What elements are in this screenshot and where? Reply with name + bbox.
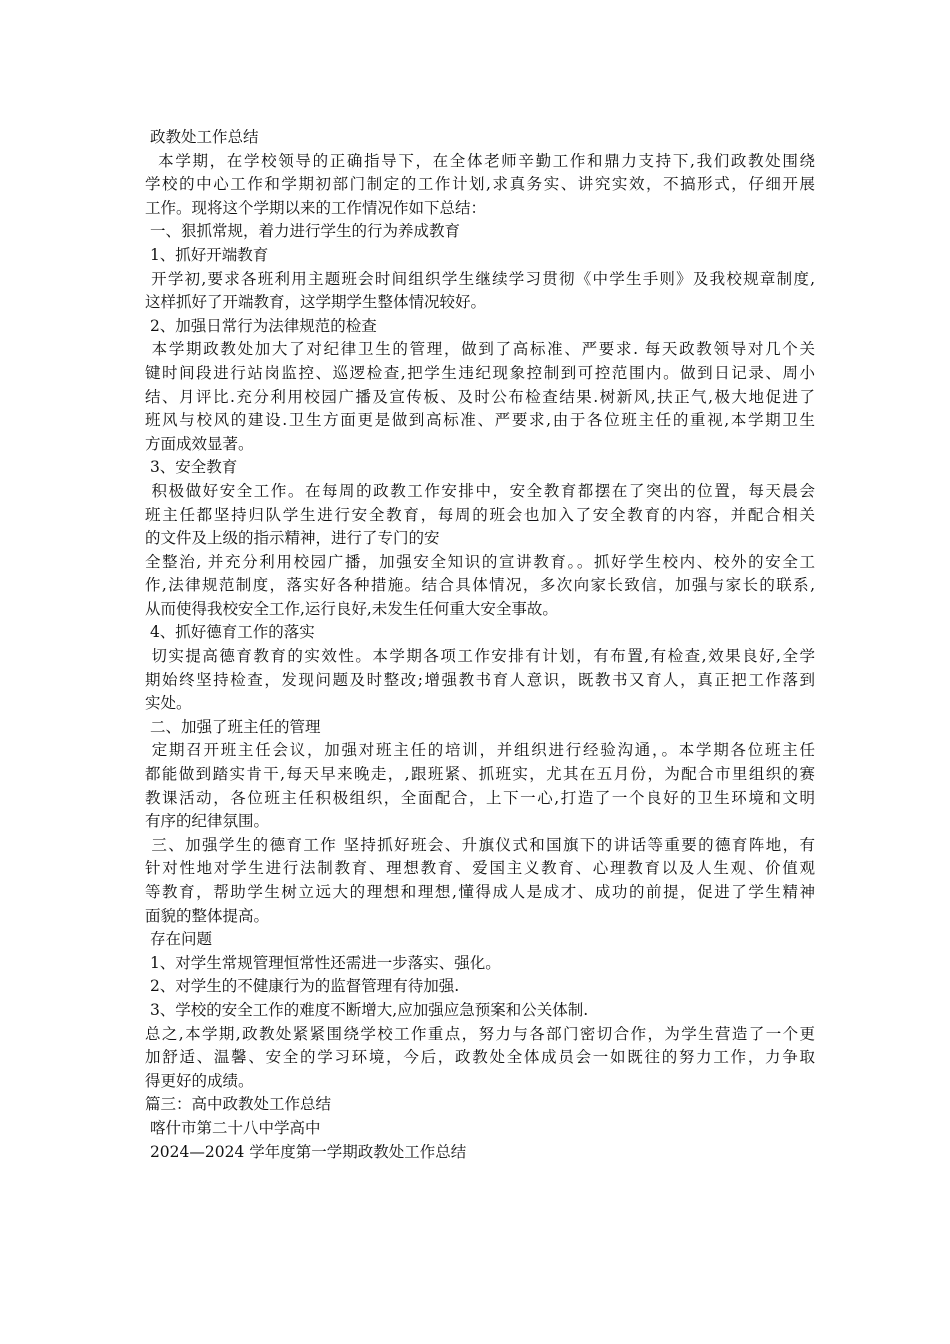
text-line: 面貌的整体提高。 bbox=[145, 906, 270, 925]
text-line: 学校的中心工作和学期初部门制定的工作计划,求真务实、讲究实效，不搞形式，仔细开展 bbox=[145, 175, 815, 194]
text-line: 结、月评比.充分利用校园广播及宣传板、及时公布检查结果.树新风,扶正气,极大地促进了 bbox=[145, 387, 815, 406]
text-line: 2、对学生的不健康行为的监督管理有待加强. bbox=[145, 977, 460, 996]
text-line: 2024—2024 学年度第一学期政教处工作总结 bbox=[145, 1142, 467, 1161]
text-line: 实处。 bbox=[145, 694, 192, 713]
text-line: 这样抓好了开端教育，这学期学生整体情况较好。 bbox=[145, 293, 487, 312]
text-line: 一、狠抓常规，着力进行学生的行为养成教育 bbox=[145, 222, 460, 241]
text-line: 教课活动，各位班主任积极组织，全面配合，上下一心,打造了一个良好的卫生环境和文明 bbox=[145, 788, 815, 807]
text-line: 二、加强了班主任的管理 bbox=[145, 717, 321, 736]
text-line: 总之,本学期,政教处紧紧围绕学校工作重点，努力与各部门密切合作，为学生营造了一个更 bbox=[145, 1024, 815, 1043]
text-line: 积极做好安全工作。在每周的政教工作安排中，安全教育都摆在了突出的位置，每天晨会 bbox=[145, 481, 815, 500]
text-line: 3、学校的安全工作的难度不断增大,应加强应急预案和公关体制. bbox=[145, 1000, 589, 1019]
text-line: 定期召开班主任会议，加强对班主任的培训，并组织进行经验沟通，。本学期各位班主任 bbox=[145, 741, 815, 760]
text-line: 针对性地对学生进行法制教育、理想教育、爱国主义教育、心理教育以及人生观、价值观 bbox=[145, 859, 815, 878]
text-line: 1、对学生常规管理恒常性还需进一步落实、强化。 bbox=[145, 953, 501, 972]
document-title: 政教处工作总结 bbox=[145, 128, 259, 146]
text-line: 喀什市第二十八中学高中 bbox=[145, 1118, 321, 1137]
text-line: 的文件及上级的指示精神，进行了专门的安 bbox=[145, 529, 440, 548]
text-line: 三、加强学生的德育工作 坚持抓好班会、升旗仪式和国旗下的讲话等重要的德育阵地，有 bbox=[145, 835, 815, 854]
text-line: 期始终坚持检查，发现问题及时整改;增强教书育人意识，既教书又育人，真正把工作落到 bbox=[145, 670, 815, 689]
text-line: 得更好的成绩。 bbox=[145, 1071, 254, 1090]
text-line: 等教育，帮助学生树立远大的理想和理想,懂得成人是成才、成功的前提，促进了学生精神 bbox=[145, 883, 815, 901]
document-body bbox=[145, 150, 815, 1165]
text-line: 本学期，在学校领导的正确指导下，在全体老师辛勤工作和鼎力支持下,我们政教处围绕 bbox=[145, 151, 815, 170]
text-line: 2、加强日常行为法律规范的检查 bbox=[145, 316, 377, 335]
text-line: 全整治, 并充分利用校园广播，加强安全知识的宣讲教育。。抓好学生校内、校外的安全工 bbox=[145, 552, 815, 571]
text-line: 开学初,要求各班利用主题班会时间组织学生继续学习贯彻《中学生手则》及我校规章制度, bbox=[145, 269, 815, 288]
text-line: 存在问题 bbox=[145, 930, 212, 949]
text-line: 从而使得我校安全工作,运行良好,未发生任何重大安全事故。 bbox=[145, 599, 558, 618]
text-line: 班主任都坚持归队学生进行安全教育，每周的班会也加入了安全教育的内容，并配合相关 bbox=[145, 505, 815, 524]
text-line: 4、抓好德育工作的落实 bbox=[145, 623, 315, 642]
text-line: 作,法律规范制度，落实好各种措施。结合具体情况，多次向家长致信，加强与家长的联系, bbox=[145, 576, 815, 595]
text-line: 加舒适、温馨、安全的学习环境，今后，政教处全体成员会一如既往的努力工作，力争取 bbox=[145, 1048, 815, 1067]
text-line: 都能做到踏实肯干,每天早来晚走，,跟班紧、抓班实，尤其在五月份，为配合市里组织的赛 bbox=[145, 765, 815, 784]
document-page bbox=[145, 126, 815, 1164]
text-line: 篇三：高中政教处工作总结 bbox=[145, 1095, 332, 1114]
text-line: 本学期政教处加大了对纪律卫生的管理，做到了高标准、严要求. 每天政教领导对几个关 bbox=[145, 340, 815, 359]
text-line: 1、抓好开端教育 bbox=[145, 245, 269, 264]
text-line: 切实提高德育教育的实效性。本学期各项工作安排有计划，有布置,有检查,效果良好,全学 bbox=[145, 647, 815, 666]
text-line: 有序的纪律氛围。 bbox=[145, 812, 270, 831]
text-line: 方面成效显著。 bbox=[145, 434, 254, 453]
text-line: 3、安全教育 bbox=[145, 458, 238, 477]
text-line: 班风与校风的建设.卫生方面更是做到高标准、严要求,由于各位班主任的重视,本学期卫生 bbox=[145, 411, 815, 430]
text-line: 键时间段进行站岗监控、巡逻检查,把学生违纪现象控制到可控范围内。做到日记录、周小 bbox=[145, 363, 815, 382]
text-line: 工作。现将这个学期以来的工作情况作如下总结： bbox=[145, 198, 487, 217]
